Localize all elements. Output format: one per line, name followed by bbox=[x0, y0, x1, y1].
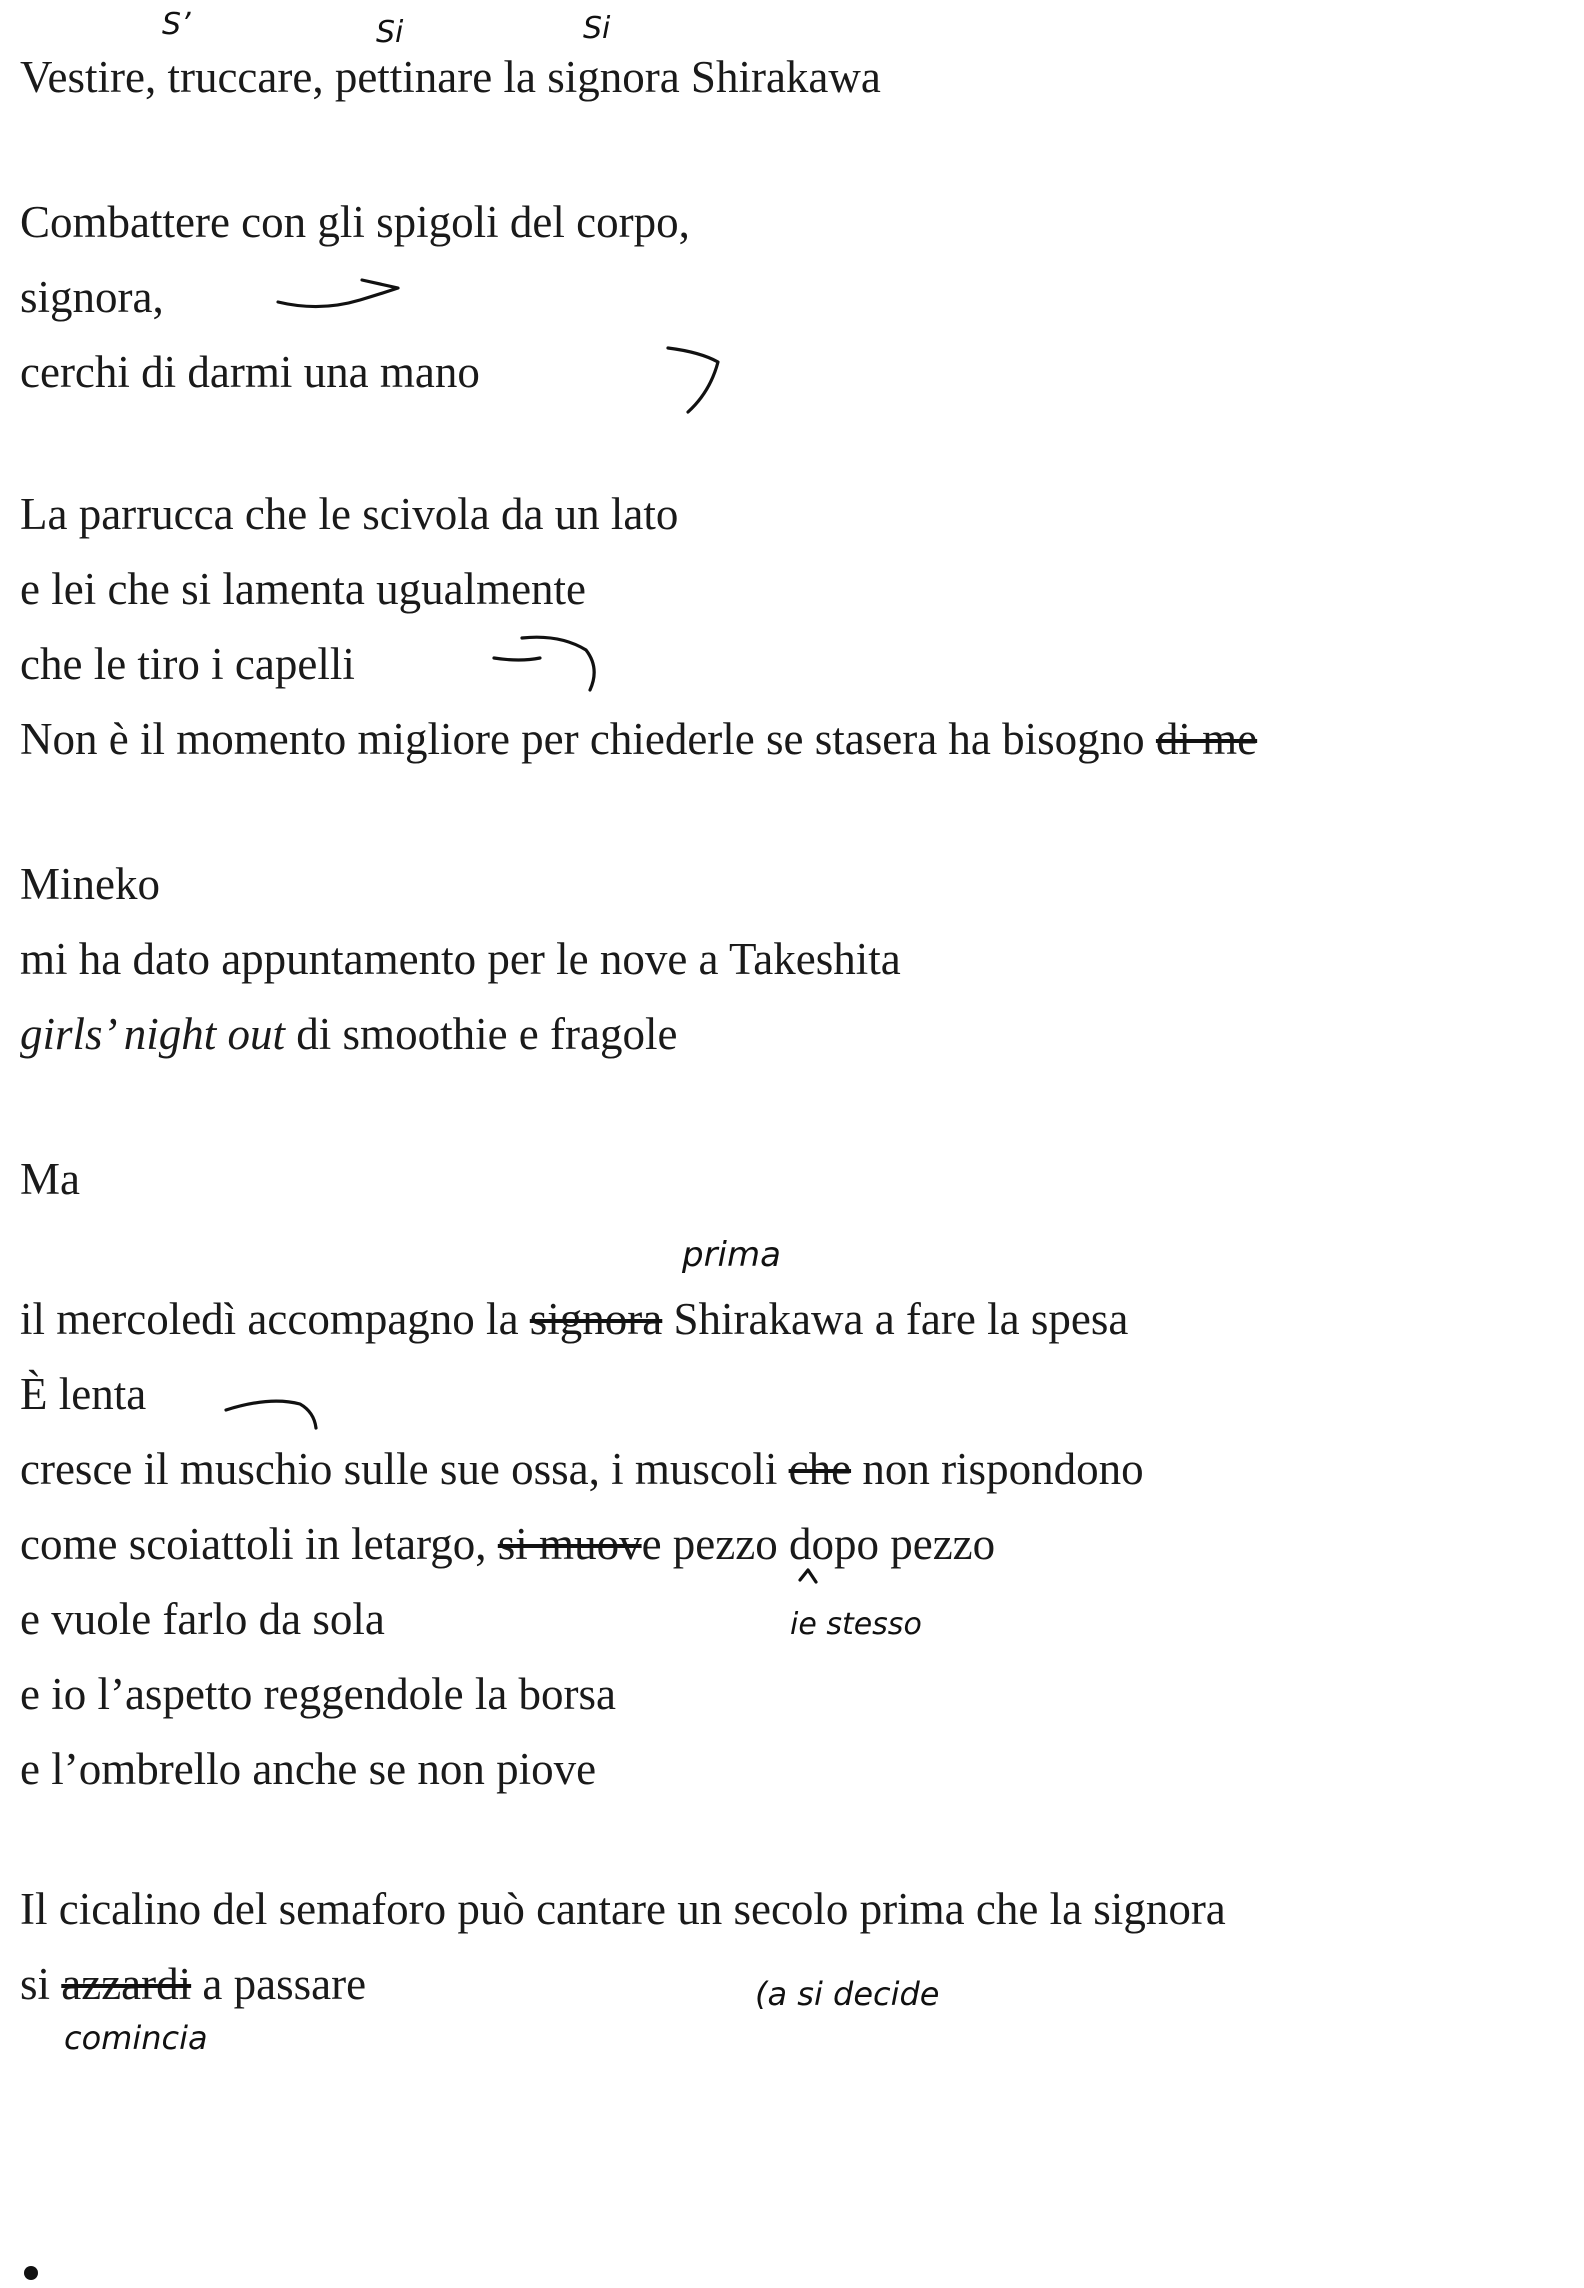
struck-word: azzardi bbox=[61, 1959, 192, 2009]
poem-line-6: e lei che si lamenta ugualmente bbox=[20, 564, 587, 614]
arrow-icon bbox=[278, 280, 398, 307]
poem-line-17: e vuole farlo da sola bbox=[20, 1594, 385, 1644]
poem-line-16 bbox=[20, 1519, 996, 1569]
poem-line-2: Combattere con gli spigoli del corpo, bbox=[20, 197, 690, 247]
poem-line-3: signora, bbox=[20, 272, 164, 322]
italic-phrase: girls’ night out bbox=[20, 1009, 286, 1059]
poem-line-16-text-a: come scoiattoli in letargo, bbox=[20, 1519, 498, 1569]
caret-icon bbox=[800, 1570, 816, 1582]
poem-line-16-text-b: e pezzo dopo pezzo bbox=[641, 1519, 996, 1569]
poem-line-11 bbox=[20, 1009, 678, 1059]
poem-line-21-text-b: a passare bbox=[191, 1959, 367, 2009]
poem-line-13 bbox=[20, 1294, 1129, 1344]
arrow-icon bbox=[494, 637, 594, 690]
handwritten-insert-prima: prima bbox=[682, 1235, 781, 1275]
poem-line-13-text-b: Shirakawa a fare la spesa bbox=[662, 1294, 1129, 1344]
bullet-dot bbox=[24, 2266, 38, 2280]
arrow-icon bbox=[226, 1401, 316, 1428]
poem-line-11-text: di smoothie e fragole bbox=[285, 1009, 678, 1059]
struck-word: di me bbox=[1155, 714, 1258, 764]
handwritten-mark: S’ bbox=[162, 7, 191, 42]
poem-line-8-text: Non è il momento migliore per chiederle se stasera ha bisogno bbox=[20, 714, 1156, 764]
poem-line-8 bbox=[20, 714, 1258, 764]
poem-line-9: Mineko bbox=[20, 859, 160, 909]
poem-line-13-text-a: il mercoledì accompagno la bbox=[20, 1294, 530, 1344]
poem-line-15 bbox=[20, 1444, 1144, 1494]
poem-line-19: e l’ombrello anche se non piove bbox=[20, 1744, 597, 1794]
arrow-icon bbox=[668, 348, 718, 412]
struck-word: che bbox=[788, 1444, 852, 1494]
handwritten-insert-comincia: comincia bbox=[64, 2019, 208, 2057]
handwritten-mark: Si bbox=[583, 11, 611, 46]
poem-line-15-text-a: cresce il muschio sulle sue ossa, i muscoli bbox=[20, 1444, 789, 1494]
struck-word: signora bbox=[529, 1294, 663, 1344]
poem-line-10: mi ha dato appuntamento per le nove a Takeshita bbox=[20, 934, 901, 984]
poem-line-5: La parrucca che le scivola da un lato bbox=[20, 489, 679, 539]
poem-line-21-text-a: si bbox=[20, 1959, 62, 2009]
poem-line-20: Il cicalino del semaforo può cantare un secolo prima che la signora bbox=[20, 1884, 1226, 1934]
struck-word: si muov bbox=[497, 1519, 642, 1569]
handwritten-note-stesso: ie stesso bbox=[790, 1607, 922, 1642]
poem-line-15-text-b: non rispondono bbox=[851, 1444, 1144, 1494]
poem-line-14: È lenta bbox=[20, 1369, 147, 1419]
handwritten-note-decide: (a si decide bbox=[755, 1975, 940, 2013]
poem-line-12: Ma bbox=[20, 1154, 80, 1204]
poem-line-4: cerchi di darmi una mano bbox=[20, 347, 480, 397]
poem-line-7: che le tiro i capelli bbox=[20, 639, 355, 689]
poem-line-1: Vestire, truccare, pettinare la signora Shirakawa bbox=[20, 52, 881, 102]
handwritten-mark: Si bbox=[376, 15, 404, 50]
poem-line-18: e io l’aspetto reggendole la borsa bbox=[20, 1669, 617, 1719]
poem-line-21 bbox=[20, 1959, 367, 2009]
